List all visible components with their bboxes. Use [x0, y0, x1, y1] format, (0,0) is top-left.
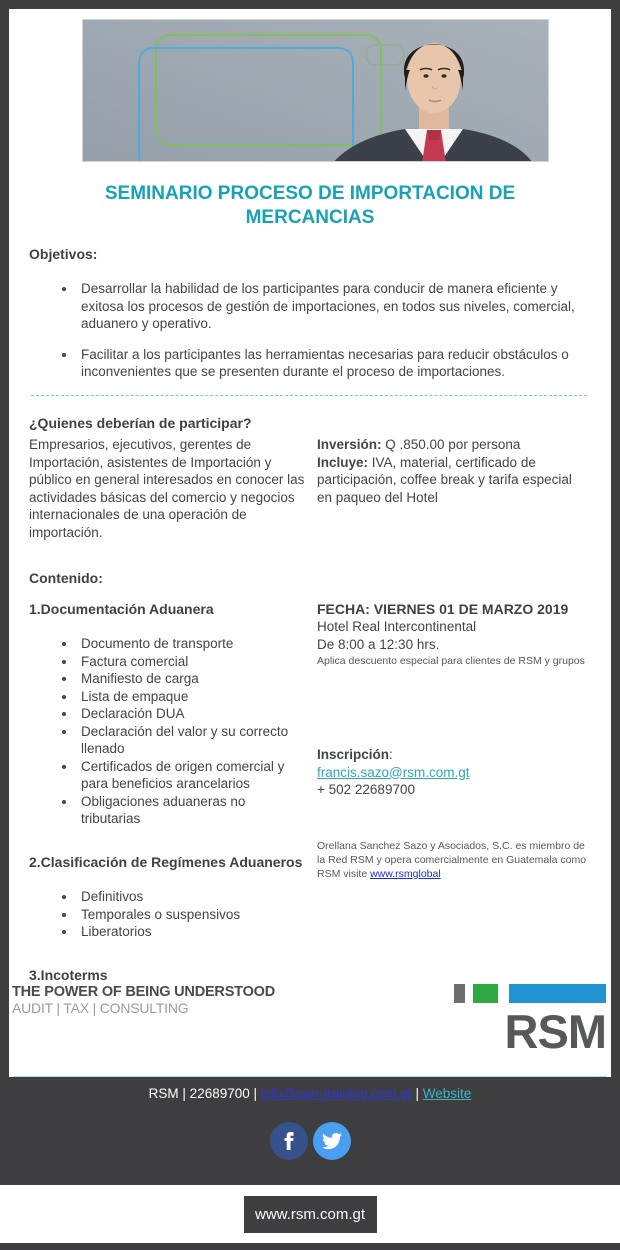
- objetivos-heading: Objetivos:: [29, 245, 98, 262]
- website-button[interactable]: www.rsm.com.gt: [244, 1196, 377, 1233]
- contenido-heading: Contenido:: [29, 570, 103, 586]
- fecha-heading: FECHA: VIERNES 01 DE MARZO 2019: [317, 600, 569, 617]
- list-item: • Declaración del valor y su correcto llenado: [77, 723, 305, 758]
- objetivos-list: [29, 280, 589, 381]
- list-item: • Obligaciones aduaneras no tributarias: [77, 793, 305, 828]
- list-item: • Manifiesto de carga: [77, 670, 305, 688]
- footer-website-band: [0, 1185, 620, 1243]
- seccion3-heading: 3.Incoterms: [29, 966, 108, 983]
- participantes-body: Empresarios, ejecutivos, gerentes de Importación, asistentes de Importación y público en general interesados en conocer las actividades básicas del comercio y negocios internacionales de una operación de importación.: [29, 437, 305, 540]
- horario: De 8:00 a 12:30 hrs.: [317, 636, 440, 652]
- brand-tagline-block: [12, 984, 275, 1017]
- footer-contact-line: RSM | 22689700 | info@rsm-training.com.gt | Website: [148, 1086, 472, 1101]
- footer-email-link[interactable]: info@rsm-training.com.gt: [260, 1086, 412, 1101]
- list-item: • Liberatorios: [77, 923, 305, 941]
- facebook-icon[interactable]: [270, 1122, 308, 1160]
- seccion1-list: [29, 635, 305, 828]
- social-icons: [0, 1122, 620, 1160]
- email-card: [9, 9, 611, 1077]
- email-page: [0, 9, 620, 1250]
- logo-green-block: [473, 984, 498, 1003]
- list-item: • Lista de empaque: [77, 688, 305, 706]
- incluye-label: Incluye:: [317, 454, 369, 470]
- seccion2-list: [29, 888, 305, 941]
- header-banner-image: [82, 19, 549, 162]
- section-divider: [31, 395, 587, 396]
- rsm-logo-text: RSM: [504, 1005, 606, 1058]
- incluye-value: IVA, material, certificado de participación, coffee break y tarifa especial en paqueo del Hotel: [317, 454, 572, 505]
- list-item: • Documento de transporte: [77, 635, 305, 653]
- descuento-note: Aplica descuento especial para clientes de RSM y grupos: [317, 655, 585, 667]
- inscripcion-label: Inscripción: [317, 747, 390, 762]
- inversion-block: [317, 436, 589, 541]
- list-item: • Factura comercial: [77, 653, 305, 671]
- rsm-logo-blocks: [454, 984, 606, 1003]
- brand-section: [9, 984, 611, 1077]
- list-item: • Temporales o suspensivos: [77, 906, 305, 924]
- businessman-photo-illustration: [83, 20, 548, 162]
- list-item: • Definitivos: [77, 888, 305, 906]
- list-item: • Desarrollar la habilidad de los participantes para conducir de manera eficiente y exitosa los procesos de gestión de importaciones, en todos sus niveles, comercial, aduanero y operativo.: [77, 280, 577, 333]
- brand-services: AUDIT | TAX | CONSULTING: [12, 1000, 189, 1016]
- page-title: SEMINARIO PROCESO DE IMPORTACION DE MERCANCIAS: [104, 182, 516, 228]
- inscripcion-block: Inscripción: francis.sazo@rsm.com.gt + 502 22689700: [317, 746, 589, 799]
- logo-gray-block: [454, 984, 465, 1003]
- list-item: • Facilitar a los participantes las herramientas necesarias para reducir obstáculos o inconvenientes que se presenten durante el proceso de importaciones.: [77, 346, 577, 381]
- rsmglobal-link[interactable]: www.rsmglobal: [370, 867, 441, 880]
- legal-note: Orellana Sanchez Sazo y Asociados, S.C. es miembro de la Red RSM y opera comercialmente en Guatemala como RSM visite www.rsmglobal: [317, 839, 587, 880]
- list-item: • Certificados de origen comercial y para beneficios arancelarios: [77, 758, 305, 793]
- inscripcion-telefono: + 502 22689700: [317, 782, 415, 797]
- footer-website-link[interactable]: Website: [422, 1086, 472, 1101]
- list-item: • Declaración DUA: [77, 705, 305, 723]
- brand-divider: [13, 1076, 607, 1077]
- twitter-icon[interactable]: [313, 1122, 351, 1160]
- seccion2-heading: 2.Clasificación de Regímenes Aduaneros: [29, 853, 303, 870]
- rsm-logo: [454, 984, 608, 1058]
- seccion1-heading: 1.Documentación Aduanera: [29, 600, 214, 617]
- inversion-label: Inversión:: [317, 437, 382, 452]
- brand-tagline: THE POWER OF BEING UNDERSTOOD: [12, 984, 276, 1000]
- inversion-value: Q .850.00 por persona: [381, 437, 521, 452]
- lugar: Hotel Real Intercontinental: [317, 619, 477, 634]
- participantes-heading: ¿Quienes deberían de participar?: [29, 414, 252, 431]
- inscripcion-email-link[interactable]: francis.sazo@rsm.com.gt: [317, 764, 470, 780]
- logo-blue-block: [509, 984, 606, 1003]
- email-body: [9, 230, 611, 985]
- fecha-block: [317, 601, 589, 669]
- footer-bar: [0, 1077, 620, 1185]
